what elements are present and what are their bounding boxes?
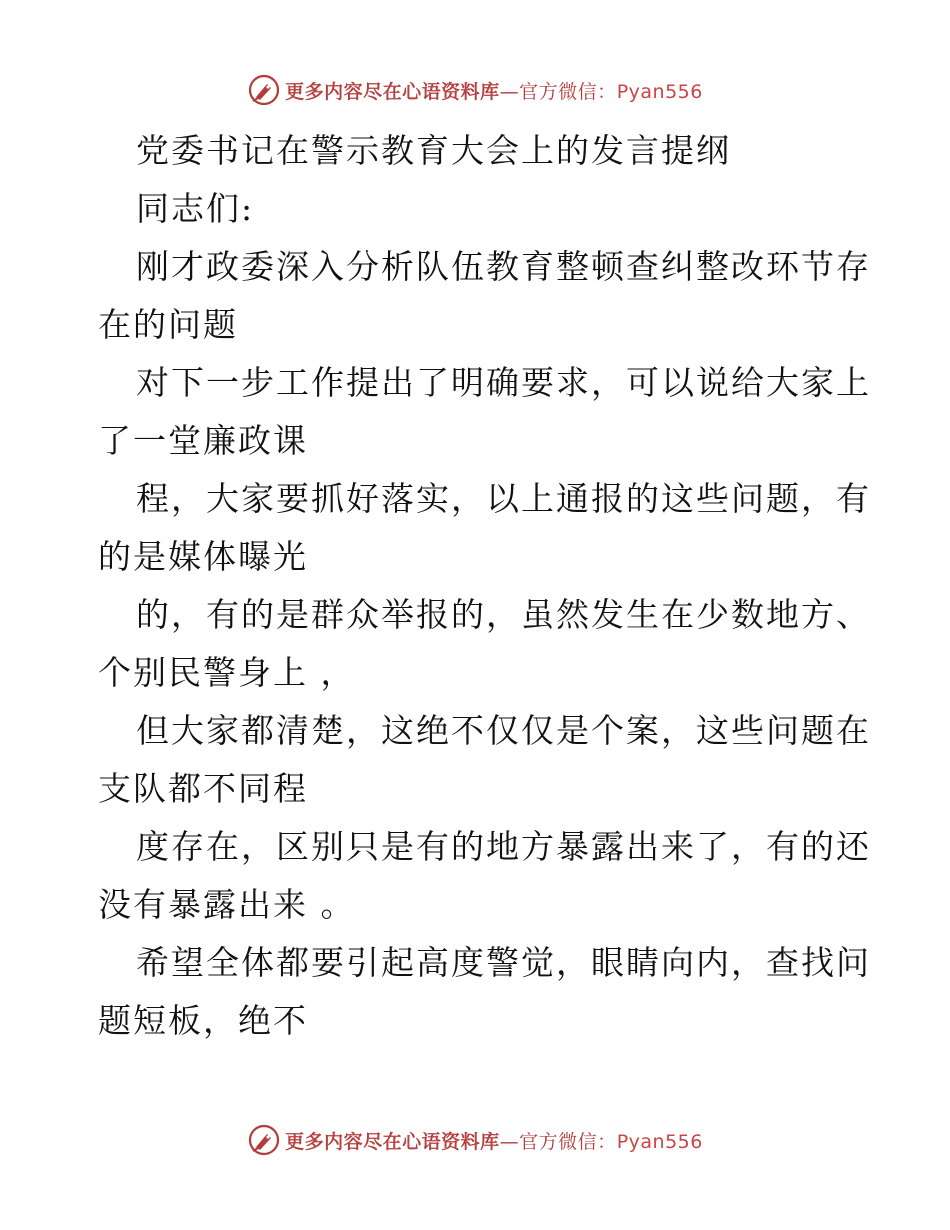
watermark-label: 官方微信： <box>519 1130 617 1153</box>
document-title: 党委书记在警示教育大会上的发言提纲 <box>136 131 731 170</box>
paragraph-line: 对下一步工作提出了明确要求，可以说给大家上 <box>136 363 871 402</box>
watermark-dash: — <box>499 80 520 103</box>
watermark-text <box>285 1127 703 1154</box>
paragraph-line: 程，大家要抓好落实，以上通报的这些问题，有 <box>136 479 871 518</box>
document-body <box>98 122 871 1050</box>
paragraph-line: 题短板，绝不 <box>98 1001 308 1040</box>
footer-watermark <box>0 1120 950 1160</box>
paragraph-line: 支队都不同程 <box>98 769 308 808</box>
paragraph <box>98 470 871 586</box>
paragraph-line: 没有暴露出来 。 <box>98 885 356 924</box>
paragraph-line: 个别民警身上 ， <box>98 653 356 692</box>
paragraph-line: 度存在，区别只是有的地方暴露出来了，有的还 <box>136 827 871 866</box>
header-watermark <box>0 70 950 110</box>
pen-nib-circle-icon <box>247 1123 281 1157</box>
paragraph-line: 的是媒体曝光 <box>98 537 308 576</box>
watermark-dash: — <box>499 1130 520 1153</box>
paragraph-line: 刚才政委深入分析队伍教育整顿查纠整改环节存 <box>136 247 871 286</box>
paragraph <box>98 934 871 1050</box>
paragraph-line: 希望全体都要引起高度警觉，眼睛向内，查找问 <box>136 943 871 982</box>
watermark-id: Pyan556 <box>616 80 703 103</box>
salutation: 同志们: <box>136 189 255 228</box>
paragraph <box>98 238 871 354</box>
paragraph <box>98 702 871 818</box>
pen-nib-circle-icon <box>247 73 281 107</box>
paragraph-line: 了一堂廉政课 <box>98 421 308 460</box>
paragraph <box>98 354 871 470</box>
paragraph <box>98 818 871 934</box>
paragraph-line: 在的问题 <box>98 305 238 344</box>
paragraph-line: 的，有的是群众举报的，虽然发生在少数地方、 <box>136 595 871 634</box>
paragraph-line: 但大家都清楚，这绝不仅仅是个案，这些问题在 <box>136 711 871 750</box>
watermark-brand: 更多内容尽在心语资料库 <box>285 80 500 103</box>
watermark-text <box>285 77 703 104</box>
watermark-label: 官方微信： <box>519 80 617 103</box>
watermark-id: Pyan556 <box>616 1130 703 1153</box>
paragraph <box>98 586 871 702</box>
watermark-brand: 更多内容尽在心语资料库 <box>285 1130 500 1153</box>
